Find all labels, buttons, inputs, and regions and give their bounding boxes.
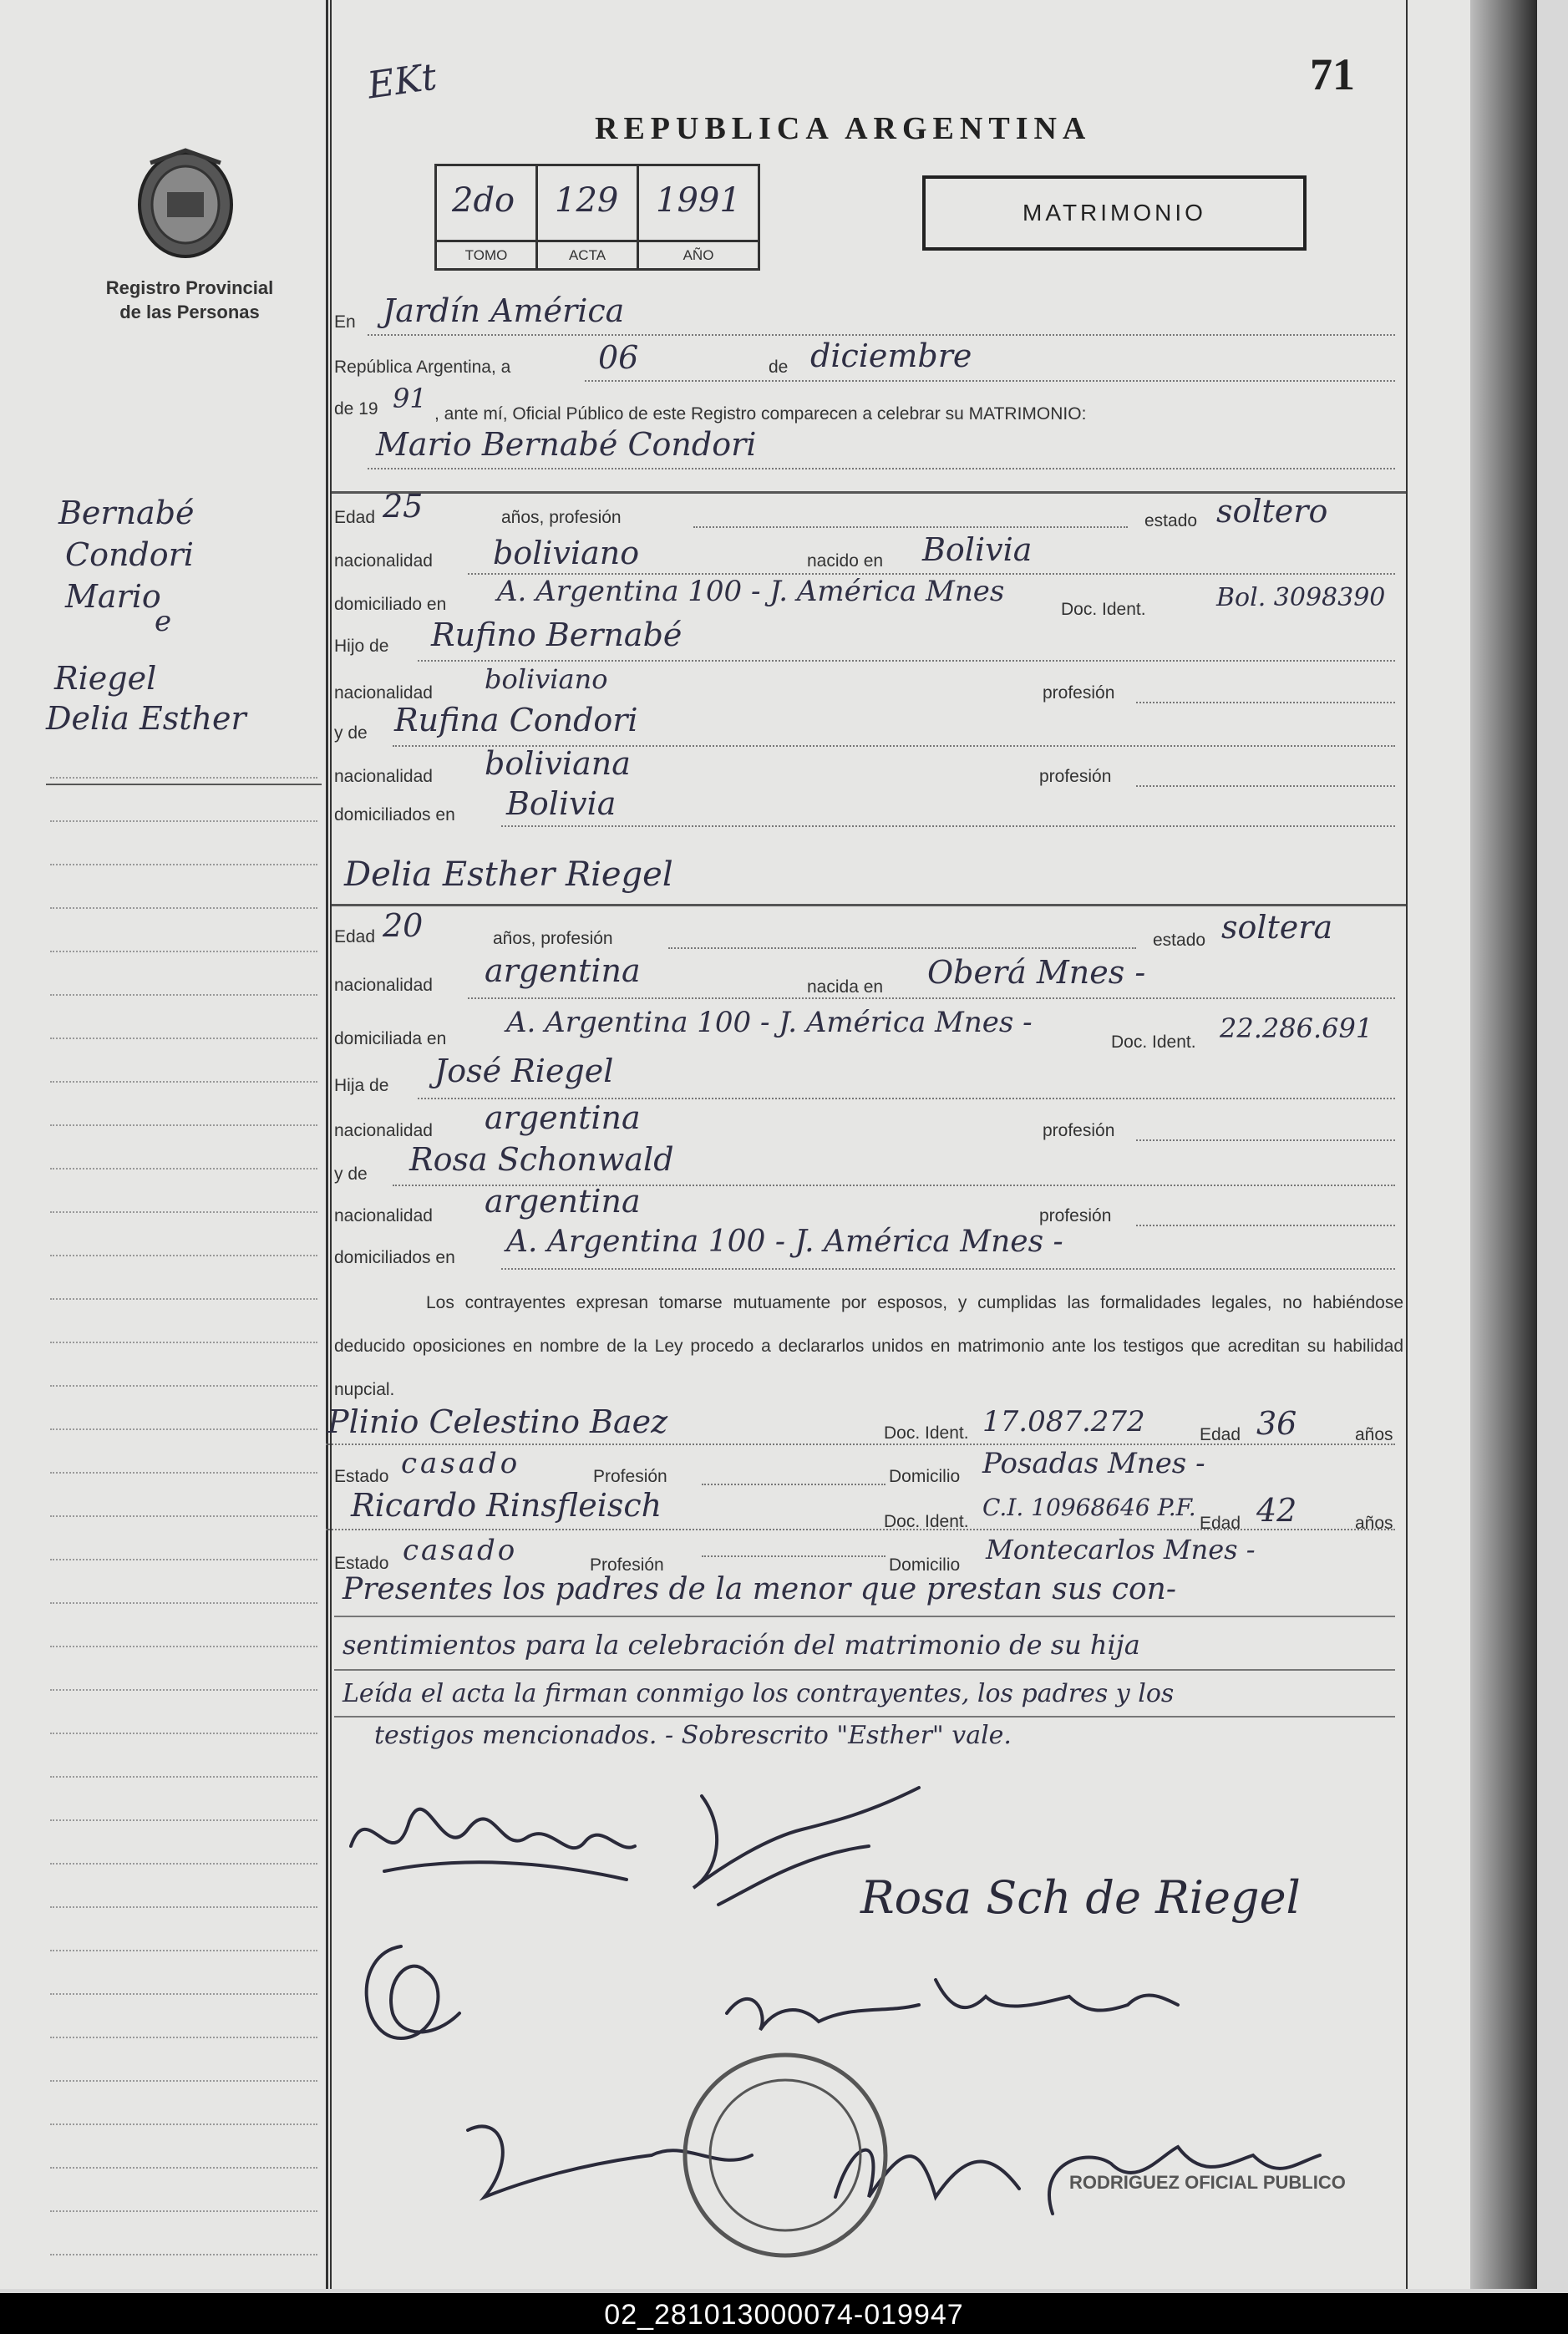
margin-ruled-line: [50, 1515, 317, 1517]
witness2-edad: 42: [1256, 1492, 1297, 1529]
groom-name: Mario Bernabé Condori: [376, 426, 757, 463]
witness-signature-1: [367, 1946, 459, 2038]
rule: [501, 1268, 1395, 1270]
witness2-anios-label: años: [1355, 1514, 1393, 1533]
margin-ruled-line: [50, 820, 317, 822]
bride-domiciliados-label: domiciliados en: [334, 1248, 455, 1267]
margin-ruled-line: [50, 1993, 317, 1995]
anio-value: 1991: [656, 181, 741, 220]
margin-ruled-line: [50, 1255, 317, 1256]
office-name: [60, 276, 319, 324]
rule: [1136, 1139, 1395, 1141]
closing-note-line4: testigos mencionados. - Sobrescrito "Esther" vale.: [374, 1721, 1012, 1750]
margin-ruled-line: [50, 1124, 317, 1126]
label-divider: [535, 240, 538, 268]
bride-name: Delia Esther Riegel: [344, 855, 673, 894]
bride-madre: Rosa Schonwald: [409, 1141, 674, 1178]
rule: [334, 1716, 1395, 1718]
hija-label: Hija de: [334, 1076, 389, 1095]
mother-signature: Rosa Sch de Riegel: [860, 1871, 1301, 1924]
witness2-estado-label: Estado: [334, 1554, 389, 1573]
bride-edad-label: Edad: [334, 927, 376, 946]
witness1-edad: 36: [1256, 1405, 1297, 1442]
witness2-doc-label: Doc. Ident.: [884, 1512, 969, 1531]
bride-anios-profesion-label: años, profesión: [493, 929, 613, 948]
margin-ruled-line: [50, 1081, 317, 1083]
bride-yde-label: y de: [334, 1164, 368, 1184]
groom-nacionalidad: boliviano: [493, 535, 640, 571]
en-label: En: [334, 312, 356, 332]
witness2-domicilio-label: Domicilio: [889, 1555, 961, 1575]
witness2-estado: casado: [403, 1534, 518, 1567]
witness1-doc: 17.087.272: [982, 1405, 1145, 1438]
witness1-domicilio: Posadas Mnes -: [982, 1447, 1205, 1480]
de-label: de: [769, 358, 789, 377]
margin-ruled-line: [50, 1428, 317, 1430]
padre-nacionalidad-label: nacionalidad: [334, 683, 433, 703]
rule: [501, 825, 1395, 827]
groom-padre: Rufino Bernabé: [431, 616, 683, 653]
rule: [368, 334, 1395, 336]
padre-profesion-label: profesión: [1043, 683, 1115, 703]
margin-ruled-line: [50, 2210, 317, 2212]
bride-estado: soltera: [1221, 909, 1333, 946]
closing-note-line2: sentimientos para la celebración del matrimonio de su hija: [343, 1629, 1140, 1661]
madre-nacionalidad-label: nacionalidad: [334, 767, 433, 786]
rule: [1136, 785, 1395, 787]
rule: [1136, 702, 1395, 703]
domiciliados-label: domiciliados en: [334, 805, 455, 825]
groom-padres-domicilio: Bolivia: [506, 785, 617, 822]
groom-domicilio: A. Argentina 100 - J. América Mnes: [497, 575, 1005, 608]
bride-estado-label: estado: [1153, 931, 1206, 950]
bride-madre-profesion-label: profesión: [1039, 1206, 1112, 1225]
witness1-profesion-label: Profesión: [593, 1467, 667, 1486]
bride-nacionalidad-label: nacionalidad: [334, 976, 433, 995]
acta-cell: [538, 166, 639, 240]
margin-ruled-line: [50, 907, 317, 909]
year-suffix: 91: [393, 383, 427, 414]
father-signature: [727, 1980, 1178, 2030]
margin-ruled-line: [50, 2123, 317, 2125]
tomo-label: TOMO: [464, 247, 508, 263]
bride-domicilio: A. Argentina 100 - J. América Mnes -: [506, 1006, 1033, 1039]
margin-ruled-line: [50, 1385, 317, 1387]
margin-name-line2: Condori: [65, 536, 194, 573]
rule: [468, 997, 1395, 999]
document-title: REPUBLICA ARGENTINA: [595, 111, 1092, 146]
witness1-doc-label: Doc. Ident.: [884, 1423, 969, 1443]
nacido-label: nacido en: [807, 551, 884, 571]
margin-ruled-line: [50, 994, 317, 996]
closing-note-line3: Leída el acta la firman conmigo los contrayentes, los padres y los: [343, 1679, 1175, 1708]
witness1-estado-label: Estado: [334, 1467, 389, 1486]
margin-ruled-line: [50, 1038, 317, 1039]
record-type-box: MATRIMONIO: [922, 175, 1307, 251]
bride-edad: 20: [383, 907, 424, 944]
office-line-1: Registro Provincial: [105, 277, 274, 298]
madre-profesion-label: profesión: [1039, 767, 1112, 786]
bride-nacida: Oberá Mnes -: [927, 954, 1146, 991]
margin-ruled-line: [50, 1646, 317, 1647]
year-prefix: de 19: [334, 399, 378, 419]
margin-ruled-line: [50, 1342, 317, 1343]
intro-sentence: , ante mí, Oficial Público de este Registro comparecen a celebrar su MATRIMONIO:: [434, 404, 1087, 424]
margin-ruled-line: [50, 1298, 317, 1300]
witness1-anios-label: años: [1355, 1425, 1393, 1444]
groom-nacido: Bolivia: [922, 531, 1033, 568]
margin-ruled-line: [50, 1950, 317, 1951]
margin-divider-2: [330, 0, 332, 2289]
bride-padre-profesion-label: profesión: [1043, 1121, 1115, 1140]
bride-padre: José Riegel: [434, 1053, 614, 1089]
margin-name-line1: Bernabé: [58, 495, 195, 531]
witness2-edad-label: Edad: [1200, 1514, 1241, 1533]
margin-ruled-line: [50, 2254, 317, 2255]
groom-padre-nacionalidad: boliviano: [485, 663, 608, 695]
margin-ruled-line: [50, 1733, 317, 1734]
margin-ruled-line: [50, 1559, 317, 1560]
tomo-labels: [437, 240, 758, 271]
republica-label: República Argentina, a: [334, 358, 511, 377]
witness2-profesion-label: Profesión: [590, 1555, 664, 1575]
margin-ruled-line: [50, 1472, 317, 1474]
acta-value: 129: [555, 181, 619, 220]
margin-ruled-line: [50, 2080, 317, 2082]
yde-label: y de: [334, 723, 368, 743]
witness1-estado: casado: [401, 1447, 521, 1480]
margin-divider: [326, 0, 328, 2289]
bride-madre-nacionalidad: argentina: [485, 1183, 641, 1220]
margin-ruled-line: [50, 1819, 317, 1821]
margin-ruled-line: [50, 1776, 317, 1778]
doc-label: Doc. Ident.: [1061, 600, 1146, 619]
rule: [368, 468, 1395, 469]
margin-ruled-line: [50, 2037, 317, 2038]
closing-note-line1: Presentes los padres de la menor que prestan sus con-: [343, 1572, 1176, 1606]
nacida-label: nacida en: [807, 977, 884, 997]
domiciliada-label: domiciliada en: [334, 1029, 447, 1048]
official-stamp: RODRIGUEZ OFICIAL PUBLICO: [1069, 2172, 1346, 2193]
margin-name-line4: e: [155, 605, 172, 638]
book-binding-edge: [1470, 0, 1537, 2289]
image-id: 02_281013000074-019947: [604, 2299, 964, 2331]
section-divider: [332, 904, 1406, 906]
tomo-value: 2do: [452, 181, 515, 220]
margin-ruled-line: [50, 1211, 317, 1213]
margin-ruled-line: [50, 1168, 317, 1170]
witness1-edad-label: Edad: [1200, 1425, 1241, 1444]
witness1-domicilio-label: Domicilio: [889, 1467, 961, 1486]
groom-madre: Rufina Condori: [394, 702, 638, 738]
domiciliado-label: domiciliado en: [334, 595, 447, 614]
signatures-area: [334, 1763, 1403, 2264]
margin-ruled-line: [50, 777, 317, 779]
bride-padres-domicilio: A. Argentina 100 - J. América Mnes -: [506, 1225, 1063, 1259]
office-line-2: de las Personas: [119, 302, 260, 322]
witness2-domicilio: Montecarlos Mnes -: [986, 1534, 1256, 1565]
margin-name-underline: [46, 784, 322, 785]
margin-name-line3: Mario: [65, 578, 161, 615]
place: Jardín América: [383, 292, 625, 329]
rule: [418, 660, 1395, 662]
margin-ruled-line: [50, 864, 317, 865]
nacionalidad-label: nacionalidad: [334, 551, 433, 571]
bride-padre-nacionalidad-label: nacionalidad: [334, 1121, 433, 1140]
rule: [585, 380, 1395, 382]
anios-profesion-label: años, profesión: [501, 508, 622, 527]
witness2-name: Ricardo Rinsfleisch: [351, 1487, 662, 1524]
coat-of-arms-icon: [134, 146, 238, 259]
witness-signature-3: [835, 2150, 1019, 2197]
groom-doc: Bol. 3098390: [1216, 583, 1386, 612]
rule: [702, 1555, 885, 1557]
body-right-border: [1406, 0, 1408, 2289]
margin-ruled-line: [50, 1602, 317, 1604]
edad-label: Edad: [334, 508, 376, 527]
label-divider: [637, 240, 639, 268]
margin-ruled-line: [50, 1863, 317, 1865]
groom-estado: soltero: [1216, 493, 1328, 530]
declaration-text: Los contrayentes expresan tomarse mutuamente por esposos, y cumplidas las formalidades legales, no habiéndose deducido oposiciones en nombre de la Ley procedo a declararlos unidos en matrimonio ante los testigos que acreditan su habilidad nupcial.: [334, 1293, 1403, 1399]
bride-doc-label: Doc. Ident.: [1111, 1033, 1196, 1052]
margin-name-line6: Delia Esther: [46, 700, 246, 737]
anio-label: AÑO: [683, 247, 714, 263]
tomo-acta-anio-box: [434, 164, 760, 271]
month: diciembre: [810, 337, 972, 374]
groom-madre-nacionalidad: boliviana: [485, 745, 631, 782]
anio-cell: [639, 166, 758, 240]
margin-name-line5: Riegel: [54, 660, 157, 697]
margin-ruled-line: [50, 1906, 317, 1908]
rule: [1136, 1225, 1395, 1226]
hijo-label: Hijo de: [334, 637, 389, 656]
margin-ruled-line: [50, 951, 317, 952]
rule: [334, 1669, 1395, 1671]
witness1-name: Plinio Celestino Baez: [327, 1403, 668, 1440]
groom-edad: 25: [383, 488, 424, 525]
bride-padre-nacionalidad: argentina: [485, 1099, 641, 1136]
day: 06: [598, 339, 639, 376]
page-number: 71: [1310, 49, 1355, 99]
estado-label: estado: [1144, 511, 1198, 530]
acta-label: ACTA: [568, 247, 606, 263]
rule: [334, 1616, 1395, 1617]
corner-note: EKt: [364, 55, 439, 108]
bride-doc: 22.286.691: [1220, 1012, 1373, 1044]
margin-ruled-line: [50, 2167, 317, 2169]
groom-signature: [351, 1809, 635, 1880]
tomo-cell: [437, 166, 538, 240]
witness2-doc: C.I. 10968646 P.F.: [982, 1494, 1196, 1521]
margin-ruled-line: [50, 1689, 317, 1691]
rule: [668, 947, 1136, 949]
rule: [702, 1484, 885, 1485]
rule: [693, 526, 1128, 528]
bride-nacionalidad: argentina: [485, 952, 641, 989]
bride-madre-nacionalidad-label: nacionalidad: [334, 1206, 433, 1225]
